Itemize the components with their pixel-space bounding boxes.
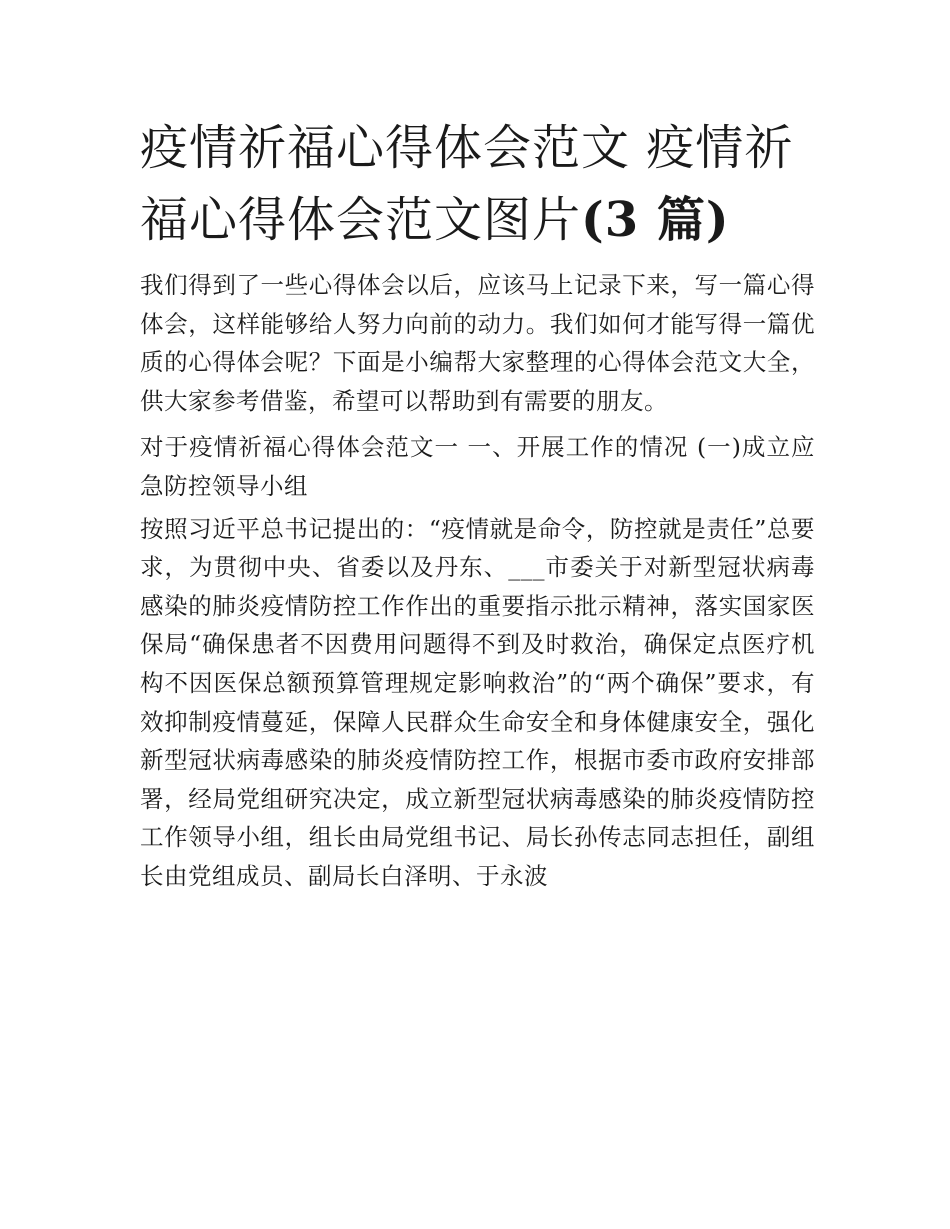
intro-paragraph: 我们得到了一些心得体会以后，应该马上记录下来，写一篇心得体会，这样能够给人努力向前的动力。我们如何才能写得一篇优质的心得体会呢？下面是小编帮大家整理的心得体会范文大全，供大家参考借鉴，希望可以帮助到有需要的朋友。 — [140, 271, 815, 415]
document-page — [140, 112, 815, 896]
document-title — [140, 112, 815, 256]
body-paragraph: 按照习近平总书记提出的：“疫情就是命令，防控就是责任”总要求，为贯彻中央、省委以及丹东、___市委关于对新型冠状病毒感染的肺炎疫情防控工作作出的重要指示批示精神，落实国家医保局“确保患者不因费用问题得不到及时救治，确保定点医疗机构不因医保总额预算管理规定影响救治”的“两个确保”要求，有效抑制疫情蔓延，保障人民群众生命安全和身体健康安全，强化新型冠状病毒感染的肺炎疫情防控工作，根据市委市政府安排部署，经局党组研究决定，成立新型冠状病毒感染的肺炎疫情防控工作领导小组，组长由局党组书记、局长孙传志同志担任，副组长由党组成员、副局长白泽明、于永波 — [140, 514, 815, 890]
title-count: (3 篇) — [581, 192, 730, 248]
title-main: 疫情祈福心得体会范文 疫情祈福心得体会范文图片 — [140, 120, 794, 248]
section-heading: 对于疫情祈福心得体会范文一 一、开展工作的情况 (一)成立应急防控领导小组 — [140, 433, 815, 500]
